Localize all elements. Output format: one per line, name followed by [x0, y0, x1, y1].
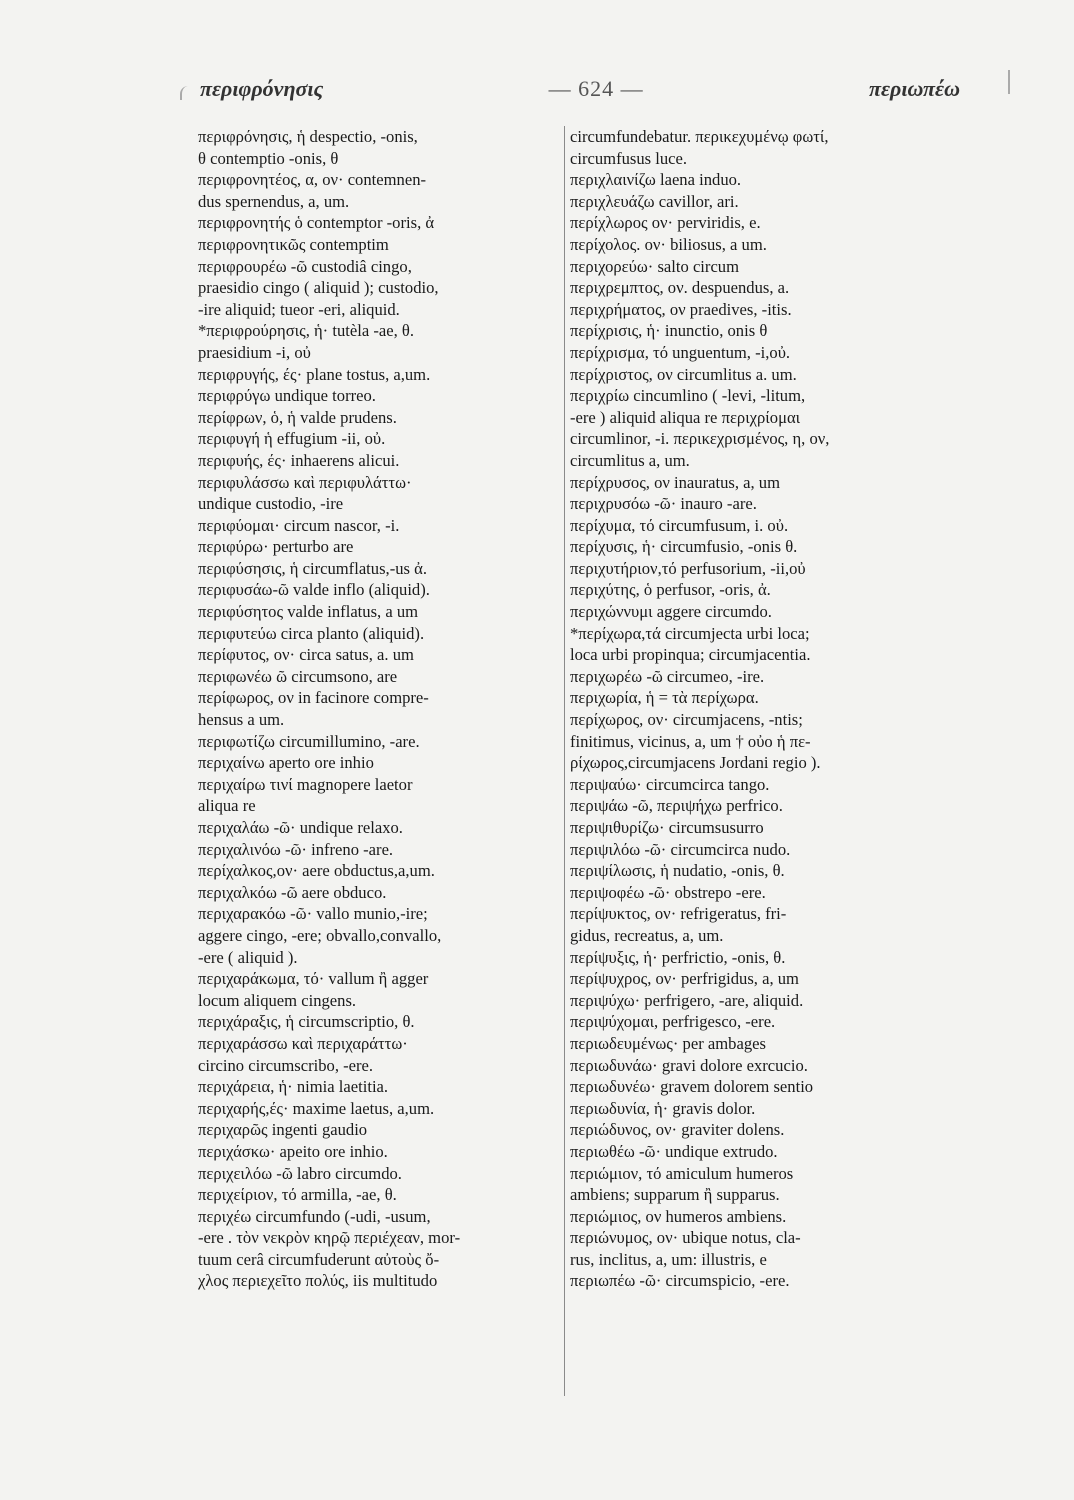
dictionary-line: περιψύχομαι, perfrigesco, -ere. [570, 1012, 776, 1032]
dictionary-line: gidus, recreatus, a, um. [570, 925, 724, 945]
dictionary-line: dus spernendus, a, um. [198, 191, 350, 211]
dictionary-line: ambiens; supparum ἢ supparus. [570, 1185, 780, 1205]
column-divider [564, 126, 565, 1396]
dictionary-line: περιχλαινίζω laena induo. [570, 170, 742, 190]
dictionary-line: praesidium -i, οὐ [198, 342, 311, 362]
dictionary-line: περίχυμα, τό circumfusum, i. οὐ. [570, 515, 789, 535]
dictionary-line: περιώδυνος, ον· graviter dolens. [570, 1120, 785, 1140]
dictionary-line: aggere cingo, -ere; obvallo,convallo, [198, 925, 442, 945]
dictionary-line: περίχαλκος,ον· aere obductus,a,um. [198, 861, 435, 881]
dictionary-line: loca urbi propinqua; circumjacentia. [570, 645, 811, 665]
dictionary-line: περιώνυμος, ον· ubique notus, cla- [570, 1228, 801, 1248]
dictionary-line: circumfundebatur. περικεχυμένῳ φωτί, [570, 127, 829, 146]
dictionary-line: περιψοφέω -ῶ· obstrepo -ere. [570, 882, 766, 902]
dictionary-line: περιωδυνέω· gravem dolorem sentio [570, 1077, 814, 1097]
dictionary-line: *περιφρούρησις, ἡ· tutèla -ae, θ. [198, 321, 415, 341]
dictionary-line: περιφρυγής, ές· plane tostus, a,um. [198, 364, 431, 384]
dictionary-line: περιχαλινόω -ῶ· infreno -are. [198, 839, 394, 859]
dictionary-line: circumfusus luce. [570, 148, 688, 168]
dictionary-line: circumlitus a, um. [570, 450, 690, 470]
dictionary-line: tuum cerâ circumfuderunt αὐτοὺς ὄ- [198, 1249, 440, 1269]
dictionary-line: περιφρονητής ὁ contemptor -oris, ἀ [198, 213, 435, 233]
dictionary-line: hensus a um. [198, 710, 285, 730]
dictionary-line: περιφρύγω undique torreo. [198, 386, 376, 406]
dictionary-line: περίχριστος, ον circumlitus a. um. [570, 364, 797, 384]
header-first-entry: περιφρόνησις [200, 76, 324, 101]
dictionary-line: circumlinor, -i. περικεχρισμένος, η, ον, [570, 429, 830, 449]
dictionary-line: *περίχωρα,τά circumjecta urbi loca; [570, 623, 810, 643]
dictionary-line: περίχρισις, ἡ· inunctio, onis θ [570, 321, 768, 341]
dictionary-line: περιχρυσόω -ῶ· inauro -are. [570, 494, 757, 514]
dictionary-line: περιχρίω cincumlino ( -levi, -litum, [570, 386, 806, 406]
dictionary-line: περιφωτίζω circumillumino, -are. [198, 731, 420, 751]
dictionary-line: περιωδυνάω· gravi dolore exrcucio. [570, 1055, 808, 1075]
dictionary-line: -ere ) aliquid aliqua re περιχρίομαι [570, 407, 801, 427]
dictionary-line: ρίχωρος,circumjacens Jordani regio ). [570, 753, 821, 773]
dictionary-line: περίψυχρος, ον· perfrigidus, a, um [570, 969, 799, 989]
dictionary-line: περίχλωρος ον· perviridis, e. [570, 213, 761, 233]
running-header [200, 72, 960, 106]
dictionary-line: περίφωρος, ον in facinore compre- [198, 688, 429, 708]
dictionary-line: περιχαράσσω καὶ περιχαράττω· [198, 1033, 408, 1053]
dictionary-line: περιχέω circumfundo (-udi, -usum, [198, 1206, 431, 1226]
dictionary-line: θ contemptio -onis, θ [198, 148, 339, 168]
dictionary-line: περιχρεμπτος, ον. despuendus, a. [570, 278, 790, 298]
dictionary-line: περιψύχω· perfrigero, -are, aliquid. [570, 990, 804, 1010]
dictionary-line: χλος περιεχεῖτο πολύς, iis multitudo [198, 1271, 438, 1291]
dictionary-line: περιφύσησις, ἡ circumflatus,-us ἀ. [198, 558, 427, 578]
dictionary-line: περιχλευάζω cavillor, ari. [570, 191, 739, 211]
dictionary-line: περίφρων, ὁ, ἡ valde prudens. [198, 407, 397, 427]
dictionary-line: περιχρήματος, ον praedives, -itis. [570, 299, 792, 319]
dictionary-line: περιχύτης, ὁ perfusor, -oris, ἀ. [570, 580, 771, 600]
dictionary-line: aliqua re [198, 796, 256, 816]
dictionary-line: περιχορεύω· salto circum [570, 256, 740, 276]
dictionary-line: περιχείριον, τό armilla, -ae, θ. [198, 1185, 397, 1205]
dictionary-line: περιχυτήριον,τό perfusorium, -ii,οὐ [570, 558, 806, 578]
dictionary-line: περιχαίρω τινί magnopere laetor [198, 774, 413, 794]
dictionary-line: περιωδευμένως· per ambages [570, 1033, 766, 1053]
dictionary-line: περίψυξις, ἡ· perfrictio, -onis, θ. [570, 947, 786, 967]
dictionary-line: περίψυκτος, ον· refrigeratus, fri- [570, 904, 787, 924]
right-column [570, 126, 950, 1292]
dictionary-line: περιψιθυρίζω· circumsusurro [570, 818, 764, 837]
dictionary-line: περιψαύω· circumcirca tango. [570, 774, 770, 794]
dictionary-line: finitimus, vicinus, a, um † οὐο ἡ πε- [570, 731, 811, 751]
dictionary-line: περίχολος. ον· biliosus, a um. [570, 234, 767, 254]
dictionary-line: περιφυγή ἡ effugium -ii, οὐ. [198, 429, 386, 449]
dictionary-line: περιφρονητέος, α, ον· contemnen- [198, 170, 427, 190]
dictionary-line: περιχαλκόω -ῶ aere obduco. [198, 882, 387, 902]
dictionary-line: περιχαλάω -ῶ· undique relaxo. [198, 818, 403, 837]
header-last-entry: περιωπέω [868, 76, 960, 101]
dictionary-line: περιφρόνησις, ἡ despectio, -onis, [198, 127, 418, 146]
dictionary-line: rus, inclitus, a, um: illustris, e [570, 1249, 767, 1269]
page-number: — 624 — [548, 76, 644, 101]
dictionary-line: περιψάω -ῶ, περιψήχω perfrico. [570, 796, 783, 816]
dictionary-line: περιψιλόω -ῶ· circumcirca nudo. [570, 839, 791, 859]
dictionary-line: περιχάρεια, ἡ· nimia laetitia. [198, 1077, 389, 1097]
dictionary-line: περιχωρέω -ῶ circumeo, -ire. [570, 666, 765, 686]
dictionary-line: περίχρυσος, ον inauratus, a, um [570, 472, 780, 492]
dictionary-line: περιφωνέω ῶ circumsono, are [198, 666, 398, 686]
dictionary-line: locum aliquem cingens. [198, 990, 357, 1010]
dictionary-line: περιψίλωσις, ἡ nudatio, -onis, θ. [570, 861, 785, 881]
dictionary-line: περιώμιος, ον humeros ambiens. [570, 1206, 787, 1226]
dictionary-line: περιχαρής,ές· maxime laetus, a,um. [198, 1098, 435, 1118]
dictionary-line: περιχώννυμι aggere circumdo. [570, 602, 772, 622]
dictionary-line: περιφρουρέω -ῶ custodiâ cingo, [198, 256, 412, 276]
dictionary-line: περιχάραξις, ἡ circumscriptio, θ. [198, 1012, 415, 1032]
dictionary-line: περιφυής, ές· inhaerens alicui. [198, 450, 400, 470]
dictionary-line: περιχαίνω aperto ore inhio [198, 753, 374, 773]
dictionary-line: περιφύσητος valde inflatus, a um [198, 602, 419, 622]
dictionary-line: περιφυλάσσω καὶ περιφυλάττω· [198, 472, 412, 492]
dictionary-line: περιχωρία, ἡ = τὰ περίχωρα. [570, 688, 759, 708]
dictionary-line: περιφυτεύω circa planto (aliquid). [198, 623, 425, 643]
dictionary-line: περίχρισμα, τό unguentum, -i,οὐ. [570, 342, 791, 362]
dictionary-line: περιφυσάω-ῶ valde inflo (aliquid). [198, 580, 430, 600]
dictionary-line: circino circumscribo, -ere. [198, 1055, 374, 1075]
dictionary-line: περιφρονητικῶς contemptim [198, 234, 389, 254]
dictionary-line: περιωπέω -ῶ· circumspicio, -ere. [570, 1271, 790, 1291]
dictionary-line: περιωδυνία, ἡ· gravis dolor. [570, 1098, 756, 1118]
dictionary-line: περιχειλόω -ῶ labro circumdo. [198, 1163, 402, 1183]
page-corner-mark [180, 86, 196, 100]
dictionary-line: περιχαρῶς ingenti gaudio [198, 1120, 368, 1140]
left-column [198, 126, 558, 1292]
dictionary-line: -ere . τὸν νεκρὸν κηρῷ περιέχεαν, mor- [198, 1228, 461, 1248]
dictionary-line: undique custodio, -ire [198, 494, 344, 514]
dictionary-line: -ere ( aliquid ). [198, 947, 298, 967]
page-edge-mark [1008, 70, 1010, 94]
dictionary-line: περίφυτος, ον· circa satus, a. um [198, 645, 414, 665]
dictionary-line: περιφύρω· perturbo are [198, 537, 354, 557]
dictionary-line: -ire aliquid; tueor -eri, aliquid. [198, 299, 400, 319]
dictionary-line: περίχωρος, ον· circumjacens, -ntis; [570, 710, 803, 730]
dictionary-line: περιφύομαι· circum nascor, -i. [198, 515, 400, 535]
dictionary-line: περιωθέω -ῶ· undique extrudo. [570, 1141, 778, 1161]
dictionary-line: περιχαράκωμα, τό· vallum ἢ agger [198, 969, 429, 989]
dictionary-line: περιχαρακόω -ῶ· vallo munio,-ire; [198, 904, 428, 924]
dictionary-line: περίχυσις, ἡ· circumfusio, -onis θ. [570, 537, 798, 557]
dictionary-line: περιχάσκω· apeito ore inhio. [198, 1141, 388, 1161]
dictionary-line: περιώμιον, τό amiculum humeros [570, 1163, 794, 1183]
dictionary-line: praesidio cingo ( aliquid ); custodio, [198, 278, 439, 298]
